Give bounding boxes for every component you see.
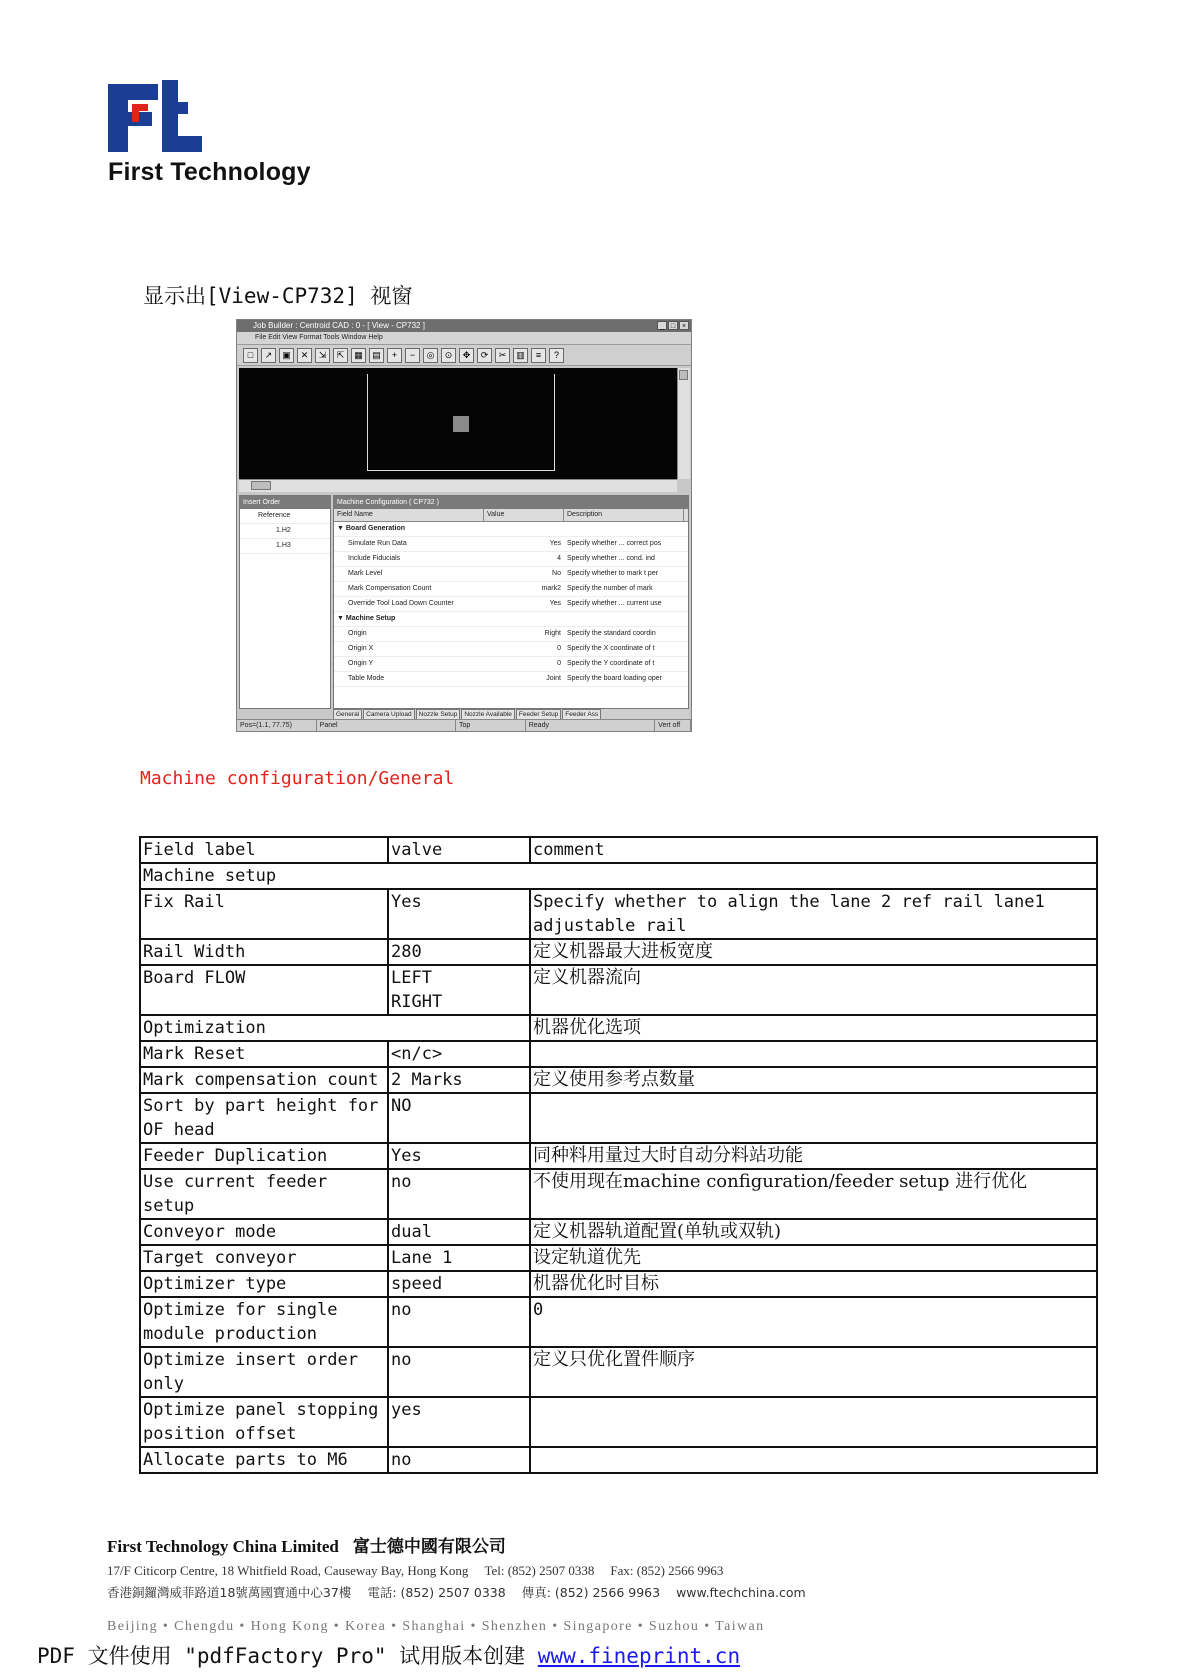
app-statusbar [237, 719, 691, 731]
print-icon[interactable]: ▤ [369, 348, 384, 363]
grid-cell-name: Origin Y [348, 660, 374, 667]
row-value: speed [388, 1271, 530, 1297]
export-icon[interactable]: ⇱ [333, 348, 348, 363]
grid-cell-name: ▼ Machine Setup [337, 615, 396, 622]
row-comment: 0 [530, 1297, 1097, 1347]
row-comment: 机器优化选项 [530, 1015, 1097, 1041]
row-value: no [388, 1447, 530, 1473]
grid-cell-desc: Specify whether ... current use [567, 600, 662, 607]
grid-cell-value[interactable]: 4 [557, 555, 561, 562]
pdf-note-text: PDF 文件使用 "pdfFactory Pro" 试用版本创建 [37, 1644, 538, 1668]
table-row [140, 1397, 1097, 1447]
grid-cell-value[interactable]: No [552, 570, 561, 577]
zoom-in-icon[interactable]: + [387, 348, 402, 363]
grid-cell-name: Mark Compensation Count [348, 585, 432, 592]
table-row [140, 1041, 1097, 1067]
grid-cell-name: Origin [348, 630, 367, 637]
row-value: Lane 1 [388, 1245, 530, 1271]
grid-cell-desc: Specify the X coordinate of t [567, 645, 655, 652]
config-grid-header [334, 509, 688, 522]
insert-order-title: Insert Order [240, 496, 330, 509]
table-row[interactable] [334, 627, 688, 642]
list-item-label: Reference [258, 512, 291, 519]
row-comment: 定义机器轨道配置(单轨或双轨) [530, 1219, 1097, 1245]
table-row [140, 889, 1097, 939]
row-field-label: Feeder Duplication [140, 1143, 388, 1169]
tel-en: Tel: (852) 2507 0338 [484, 1563, 595, 1578]
header-comment: comment [530, 837, 1097, 863]
row-comment: 同种料用量过大时自动分料站功能 [530, 1143, 1097, 1169]
grid-cell-name: Origin X [348, 645, 374, 652]
row-comment [530, 1093, 1097, 1143]
status-field: Vert off [655, 720, 691, 731]
list-item-label: 1.H3 [276, 542, 291, 549]
grid-cell-value[interactable]: mark2 [541, 585, 561, 592]
grid-cell-desc: Specify whether ... cond. ind [567, 555, 655, 562]
list-item[interactable] [240, 524, 330, 539]
ft-logo-mark-icon [106, 80, 216, 158]
table-row[interactable] [334, 657, 688, 672]
grid-cell-name: Simulate Run Data [348, 540, 407, 547]
table-row [140, 1447, 1097, 1473]
row-comment [530, 1447, 1097, 1473]
status-field: Panel [317, 720, 456, 731]
minimize-icon[interactable]: _ [657, 321, 667, 330]
maximize-icon[interactable]: □ [668, 321, 678, 330]
table-row [140, 1219, 1097, 1245]
row-value: LEFT RIGHT [388, 965, 530, 1015]
refresh-icon[interactable]: ⟳ [477, 348, 492, 363]
row-comment: 定义使用参考点数量 [530, 1067, 1097, 1093]
canvas-vertical-scrollbar[interactable] [677, 368, 690, 479]
delete-icon[interactable]: ✕ [297, 348, 312, 363]
company-name-en: First Technology China Limited [107, 1537, 339, 1556]
zoom-window-icon[interactable]: ⊙ [441, 348, 456, 363]
tel-zh: 電話: (852) 2507 0338 [367, 1585, 506, 1600]
address-en: 17/F Citicorp Centre, 18 Whitfield Road, Causeway Bay, Hong Kong [107, 1563, 469, 1578]
footer-cities: Beijing • Chengdu • Hong Kong • Korea • Shanghai • Shenzhen • Singapore • Suzhou • Taiwan [107, 1619, 765, 1634]
list-item[interactable] [240, 539, 330, 554]
table-row [140, 1143, 1097, 1169]
grid-cell-desc: Specify the board loading oper [567, 675, 662, 682]
row-comment: 不使用现在machine configuration/feeder setup 进行优化 [530, 1169, 1097, 1219]
grid-cell-value[interactable] [484, 612, 564, 626]
layers-icon[interactable]: ≡ [531, 348, 546, 363]
table-row [140, 939, 1097, 965]
insert-order-pane [239, 495, 331, 709]
grid-cell-desc [564, 612, 684, 626]
tab-general[interactable]: General [333, 709, 362, 721]
status-field: Pos=(1.1, 77.75) [237, 720, 317, 731]
row-value: Yes [388, 889, 530, 939]
table-row [140, 863, 1097, 889]
row-value: yes [388, 1397, 530, 1447]
table-row[interactable] [334, 672, 688, 687]
table-row[interactable] [334, 612, 688, 627]
fax-en: Fax: (852) 2566 9963 [610, 1563, 724, 1578]
pan-icon[interactable]: ✥ [459, 348, 474, 363]
new-file-icon[interactable]: □ [243, 348, 258, 363]
row-value: no [388, 1169, 530, 1219]
insert-order-list[interactable] [240, 509, 330, 554]
component-marker[interactable] [453, 416, 469, 432]
tab-feeder-ass[interactable]: Feeder Ass [562, 709, 601, 721]
header-valve: valve [388, 837, 530, 863]
table-row[interactable] [334, 552, 688, 567]
col-value[interactable]: Value [484, 509, 564, 521]
row-comment [530, 1041, 1097, 1067]
list-item[interactable] [240, 509, 330, 524]
grid-cell-value[interactable]: Joint [546, 675, 561, 682]
table-row[interactable] [334, 597, 688, 612]
pdf-watermark-note [37, 1640, 740, 1670]
row-section-label: Machine setup [140, 863, 1097, 889]
view-heading: 显示出[View-CP732] 视窗 [143, 284, 413, 308]
app-menubar[interactable]: File Edit View Format Tools Window Help [237, 332, 691, 344]
row-field-label: Optimization [140, 1015, 530, 1041]
footer-company [107, 1532, 1087, 1557]
table-row [140, 1347, 1097, 1397]
row-value: Yes [388, 1143, 530, 1169]
close-icon[interactable]: × [679, 321, 689, 330]
row-field-label: Fix Rail [140, 889, 388, 939]
row-field-label: Use current feeder setup [140, 1169, 388, 1219]
row-value: no [388, 1297, 530, 1347]
grid-cell-desc: Specify whether ... correct pos [567, 540, 662, 547]
row-comment [530, 1397, 1097, 1447]
grid-cell-value[interactable]: 0 [557, 645, 561, 652]
row-comment: 定义机器最大进板宽度 [530, 939, 1097, 965]
config-table [139, 836, 1098, 1474]
row-comment: 定义机器流向 [530, 965, 1097, 1015]
table-row [140, 1093, 1097, 1143]
grid-cell-name: Override Tool Load Down Counter [348, 600, 454, 607]
save-icon[interactable]: ▣ [279, 348, 294, 363]
table-row[interactable] [334, 522, 688, 537]
status-field: Ready [526, 720, 655, 731]
grid-cell-name: Table Mode [348, 675, 385, 682]
row-field-label: Sort by part height for OF head [140, 1093, 388, 1143]
row-comment: Specify whether to align the lane 2 ref rail lane1 adjustable rail [530, 889, 1097, 939]
table-row [140, 1271, 1097, 1297]
machine-config-pane [333, 495, 689, 709]
row-value: NO [388, 1093, 530, 1143]
row-value: dual [388, 1219, 530, 1245]
grid-icon[interactable]: ▥ [513, 348, 528, 363]
row-value: no [388, 1347, 530, 1397]
footer-address-zh [107, 1583, 1087, 1601]
row-comment: 定义只优化置件顺序 [530, 1347, 1097, 1397]
grid-cell-desc: Specify whether to mark t per [567, 570, 659, 577]
grid-cell-desc [564, 522, 684, 536]
table-row[interactable] [334, 537, 688, 552]
table-row [140, 1245, 1097, 1271]
grid-cell-value[interactable] [484, 522, 564, 536]
zoom-out-icon[interactable]: − [405, 348, 420, 363]
pcb-canvas[interactable] [239, 368, 677, 479]
fax-zh: 傳真: (852) 2566 9963 [521, 1585, 661, 1600]
canvas-horizontal-scrollbar[interactable] [239, 479, 677, 492]
window-controls [657, 321, 689, 330]
import-icon[interactable]: ⇲ [315, 348, 330, 363]
company-logo [106, 80, 366, 195]
machine-config-title: Machine Configuration ( CP732 ) [334, 496, 688, 509]
row-field-label: Board FLOW [140, 965, 388, 1015]
table-row[interactable] [334, 582, 688, 597]
table-row[interactable] [334, 567, 688, 582]
row-value: 2 Marks [388, 1067, 530, 1093]
row-value: 280 [388, 939, 530, 965]
table-row [140, 965, 1097, 1015]
page-footer [107, 1532, 1087, 1635]
row-field-label: Optimize insert order only [140, 1347, 388, 1397]
grid-cell-desc: Specify the Y coordinate of t [567, 660, 655, 667]
machine-icon[interactable]: ▦ [351, 348, 366, 363]
status-field: Top [456, 720, 526, 731]
row-comment: 机器优化时目标 [530, 1271, 1097, 1297]
table-row [140, 1015, 1097, 1041]
grid-cell-value[interactable]: 0 [557, 660, 561, 667]
grid-cell-desc: Specify the number of mark [567, 585, 653, 592]
app-window-screenshot [236, 319, 692, 732]
table-row [140, 1297, 1097, 1347]
row-field-label: Rail Width [140, 939, 388, 965]
row-field-label: Allocate parts to M6 [140, 1447, 388, 1473]
row-field-label: Optimize panel stopping position offset [140, 1397, 388, 1447]
grid-cell-value[interactable]: Right [544, 630, 561, 637]
list-item-label: 1.H2 [276, 527, 291, 534]
open-icon[interactable]: ↗ [261, 348, 276, 363]
grid-cell-value[interactable]: Yes [549, 540, 561, 547]
tab-nozzle-available[interactable]: Nozzle Available [461, 709, 515, 721]
header-field-label: Field label [140, 837, 388, 863]
row-field-label: Optimizer type [140, 1271, 388, 1297]
app-titlebar: Job Builder : Centroid CAD : 0 - [ View - CP732 ] [237, 320, 691, 332]
table-header-row [140, 837, 1097, 863]
address-zh: 香港銅鑼灣威菲路道18號萬國寶通中心37樓 [107, 1585, 352, 1600]
section-title: Machine configuration/General [140, 768, 455, 789]
fineprint-link[interactable]: www.fineprint.cn [537, 1644, 741, 1668]
col-field-name[interactable]: Field Name [334, 509, 484, 521]
grid-cell-name: Include Fiducials [348, 555, 401, 562]
row-field-label: Target conveyor [140, 1245, 388, 1271]
tab-feeder-setup[interactable]: Feeder Setup [516, 709, 561, 721]
row-field-label: Mark compensation count [140, 1067, 388, 1093]
col-description[interactable]: Description [564, 509, 684, 521]
footer-address-en [107, 1563, 1087, 1579]
grid-cell-name: ▼ Board Generation [337, 525, 405, 532]
config-grid-body [334, 522, 688, 687]
company-name-zh: 富士德中國有限公司 [352, 1537, 506, 1556]
table-row [140, 1169, 1097, 1219]
row-field-label: Mark Reset [140, 1041, 388, 1067]
table-row[interactable] [334, 642, 688, 657]
grid-cell-desc: Specify the standard coordin [567, 630, 656, 637]
grid-cell-value[interactable]: Yes [549, 600, 561, 607]
logo-company-name: First Technology [108, 158, 311, 186]
help-icon[interactable]: ? [549, 348, 564, 363]
table-row [140, 1067, 1097, 1093]
footer-website: www.ftechchina.com [676, 1585, 806, 1600]
row-value: <n/c> [388, 1041, 530, 1067]
tab-nozzle-setup[interactable]: Nozzle Setup [416, 709, 461, 721]
row-comment: 设定轨道优先 [530, 1245, 1097, 1271]
zoom-fit-icon[interactable]: ◎ [423, 348, 438, 363]
tools-icon[interactable]: ✂ [495, 348, 510, 363]
app-toolbar [237, 344, 691, 366]
row-field-label: Conveyor mode [140, 1219, 388, 1245]
row-field-label: Optimize for single module production [140, 1297, 388, 1347]
grid-cell-name: Mark Level [348, 570, 383, 577]
tab-camera-upload[interactable]: Camera Upload [363, 709, 415, 721]
